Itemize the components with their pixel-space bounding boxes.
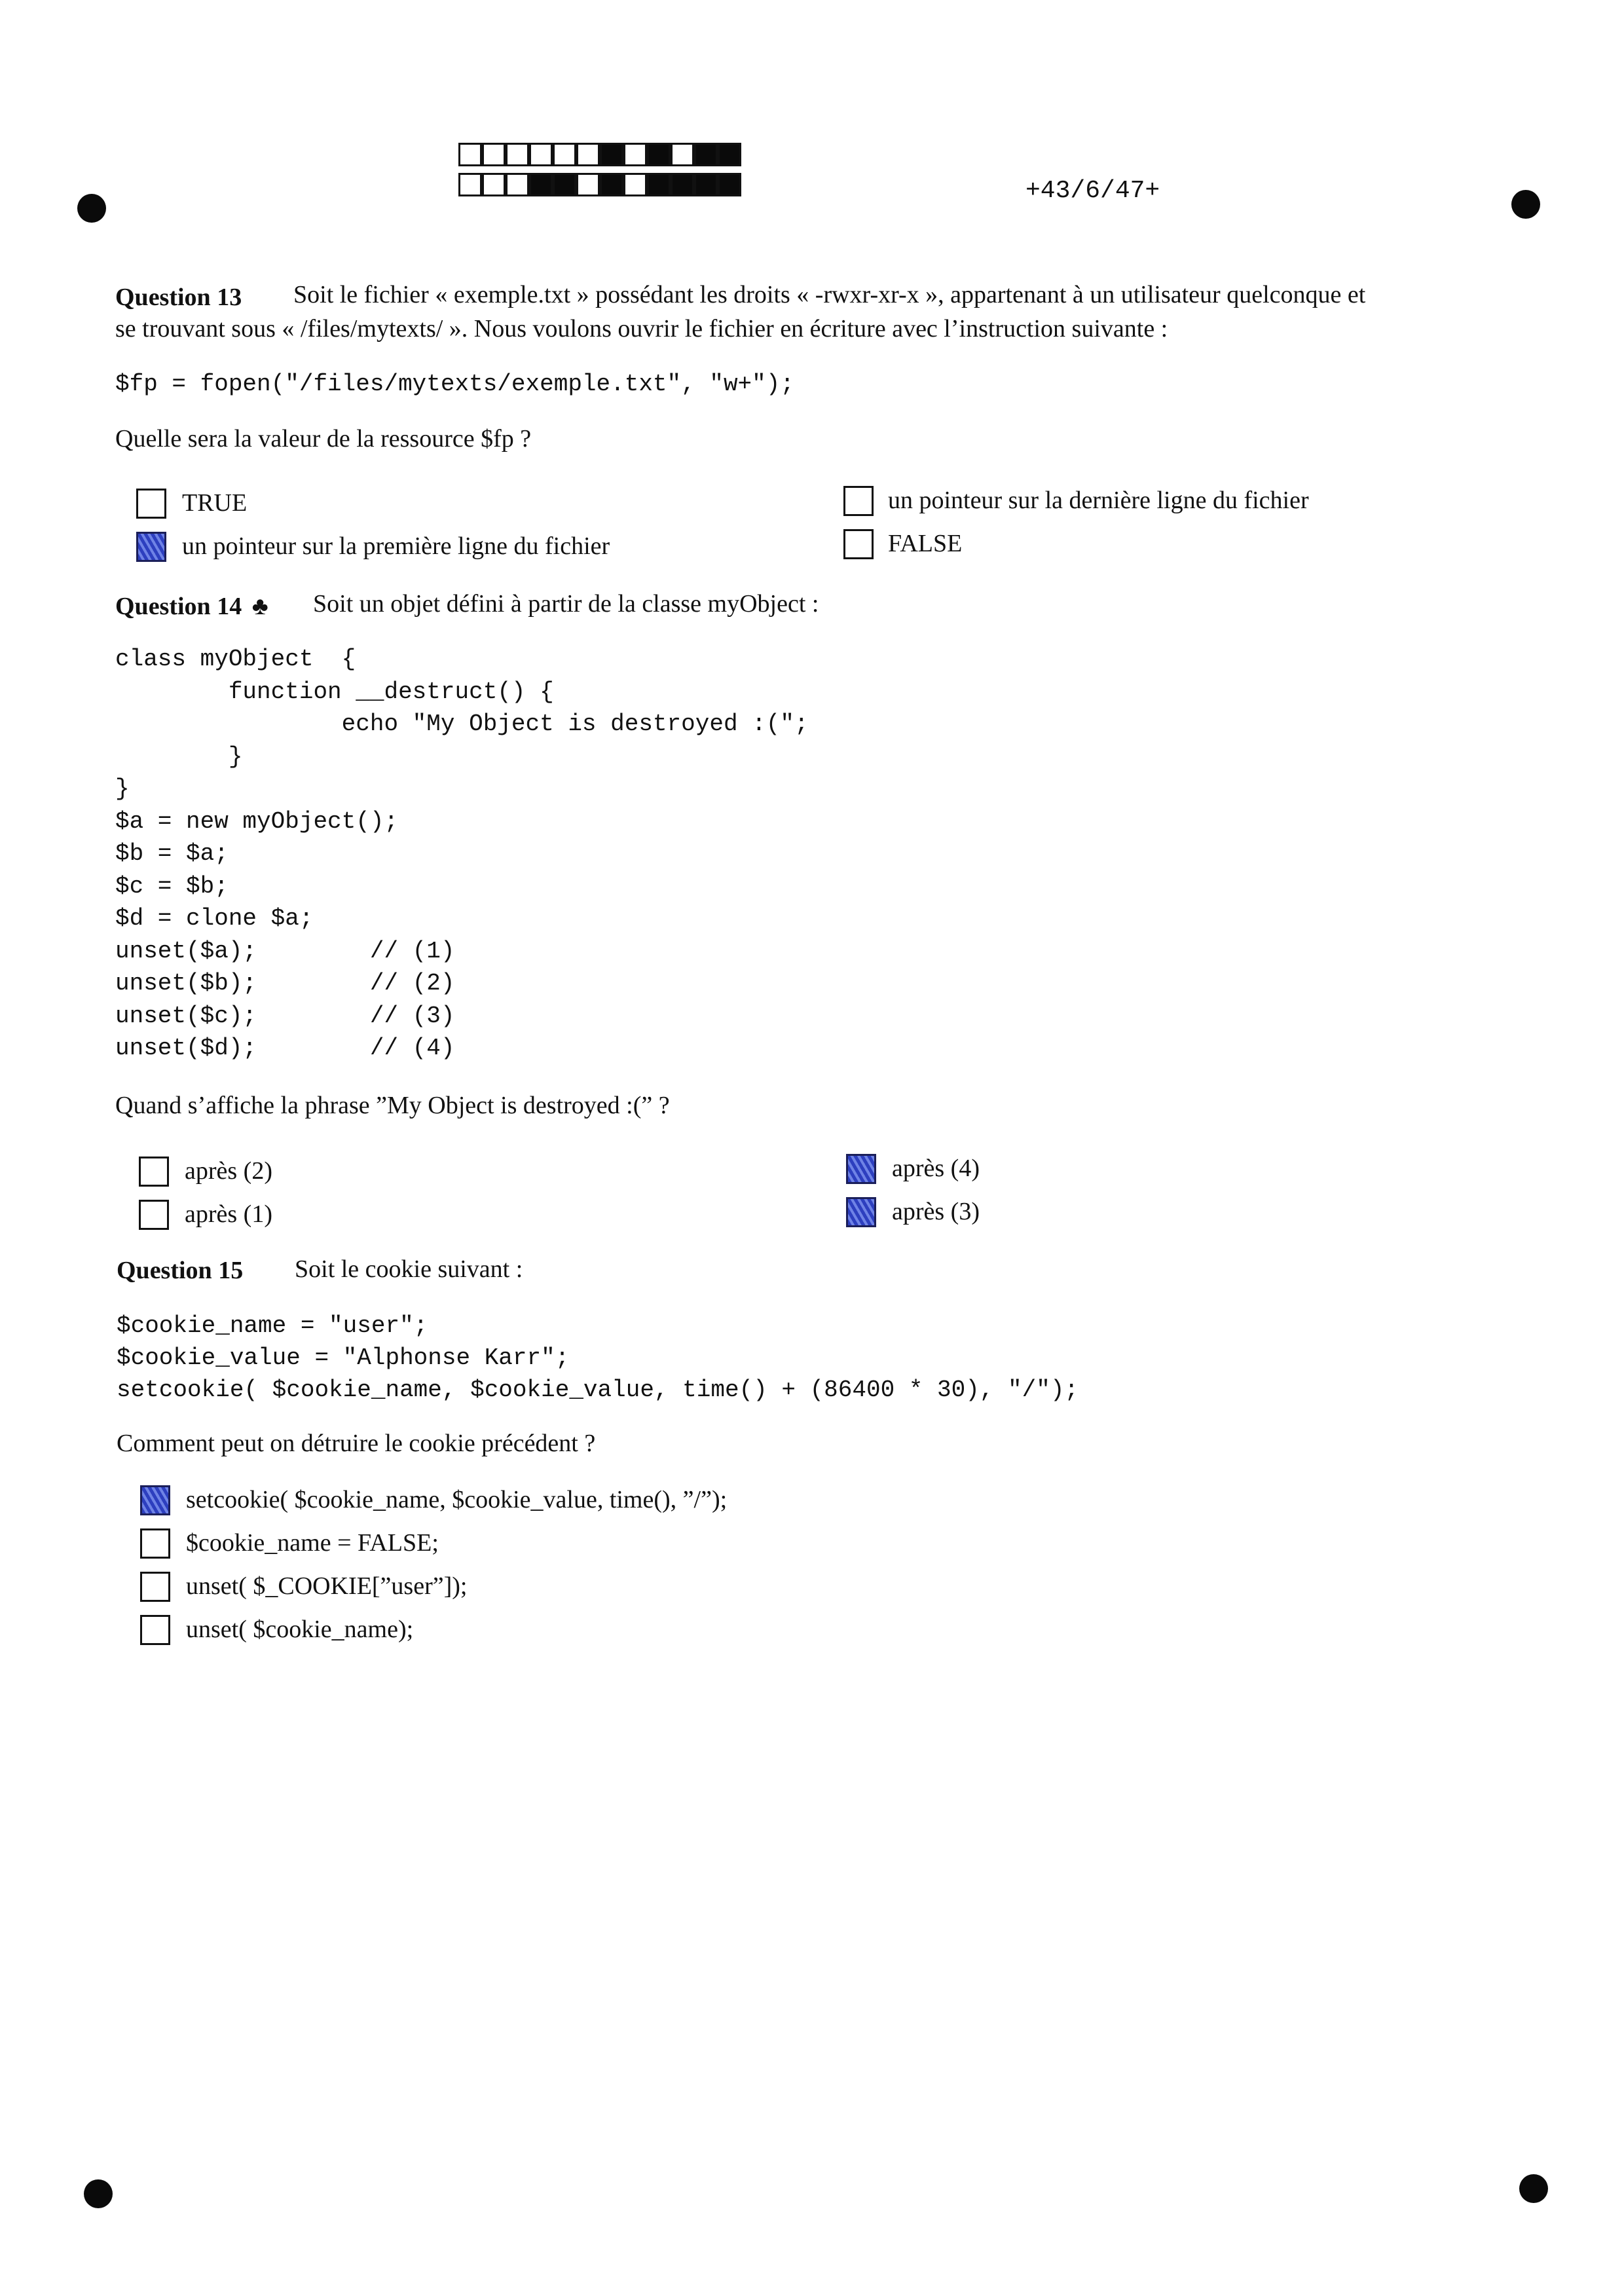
- barcode-cell: [529, 143, 553, 166]
- q13-option-true-label: TRUE: [182, 489, 248, 517]
- q13-code: $fp = fopen("/files/mytexts/exemple.txt", "w+");: [115, 371, 794, 398]
- q14-option-after-3-label: après (3): [892, 1198, 980, 1225]
- q14-code-line: }: [115, 775, 130, 802]
- q14-option-after-1-label: après (1): [185, 1200, 272, 1228]
- q15-option-setcookie-label: setcookie( $cookie_name, $cookie_value, time(), ”/”);: [186, 1486, 728, 1513]
- barcode-cell: [647, 173, 671, 196]
- club-icon: ♣: [251, 593, 268, 620]
- barcode-cell: [623, 173, 647, 196]
- q14-option-after-4-checkbox[interactable]: [846, 1154, 876, 1184]
- q14-code-line: $b = $a;: [115, 840, 229, 867]
- q15-code-line: setcookie( $cookie_name, $cookie_value, time() + (86400 * 30), "/");: [117, 1377, 1079, 1403]
- q14-code-line: $d = clone $a;: [115, 905, 314, 932]
- barcode-cell: [623, 143, 647, 166]
- barcode-cell: [553, 173, 576, 196]
- q13-heading: [115, 283, 242, 312]
- q15-question: Comment peut on détruire le cookie précédent ?: [117, 1430, 596, 1457]
- q15-option-false-label: $cookie_name = FALSE;: [186, 1529, 439, 1557]
- registration-mark-bottom-right: [1519, 2174, 1548, 2203]
- q14-option-after-1-checkbox[interactable]: [139, 1200, 169, 1230]
- barcode-cell: [576, 143, 600, 166]
- q15-option-unset-cookie-label: unset( $_COOKIE[”user”]);: [186, 1572, 468, 1600]
- q14-heading: [115, 592, 268, 621]
- q14-question: Quand s’affiche la phrase ”My Object is destroyed :(” ?: [115, 1092, 670, 1119]
- q13-option-false-checkbox[interactable]: [843, 529, 874, 559]
- q14-code-line: $a = new myObject();: [115, 807, 399, 835]
- barcode-cell: [506, 143, 529, 166]
- barcode-cell: [718, 143, 741, 166]
- q14-code-line: function __destruct() {: [115, 678, 554, 705]
- q14-code-line: unset($d); // (4): [115, 1035, 455, 1062]
- barcode-cell: [647, 143, 671, 166]
- q15-text: Soit le cookie suivant :: [295, 1255, 523, 1283]
- barcode-cell: [529, 173, 553, 196]
- q13-question: Quelle sera la valeur de la ressource $fp ?: [115, 425, 532, 453]
- barcode-cell: [506, 173, 529, 196]
- q15-option-unset-name-label: unset( $cookie_name);: [186, 1616, 414, 1643]
- q15-option-unset-name-checkbox[interactable]: [140, 1615, 170, 1645]
- q14-label: Question 14: [115, 593, 242, 620]
- q14-code-line: unset($c); // (3): [115, 1002, 455, 1029]
- barcode-cell: [458, 143, 482, 166]
- barcode-cell: [718, 173, 741, 196]
- registration-mark-bottom-left: [84, 2179, 113, 2208]
- barcode-cell: [553, 143, 576, 166]
- q14-option-after-4-label: après (4): [892, 1155, 980, 1182]
- registration-mark-top-right: [1511, 190, 1540, 219]
- registration-mark-top-left: [77, 194, 106, 223]
- q14-code-line: $c = $b;: [115, 872, 229, 900]
- q15-label: Question 15: [117, 1257, 244, 1284]
- q13-text-line2: se trouvant sous « /files/mytexts/ ». Nous voulons ouvrir le fichier en écriture avec l’instruction suivante :: [115, 315, 1168, 343]
- q15-heading: [117, 1256, 243, 1285]
- q14-code-line: class myObject {: [115, 646, 356, 673]
- q15-option-unset-cookie-checkbox[interactable]: [140, 1572, 170, 1602]
- page-code: +43/6/47+: [1025, 177, 1160, 205]
- barcode-cell: [600, 143, 623, 166]
- q14-code-line: }: [115, 743, 243, 770]
- q13-option-first-line-label: un pointeur sur la première ligne du fichier: [182, 532, 610, 560]
- q14-option-after-2-label: après (2): [185, 1157, 272, 1185]
- barcode-cell: [694, 173, 718, 196]
- barcode-cell: [576, 173, 600, 196]
- q13-option-last-line-checkbox[interactable]: [843, 486, 874, 516]
- q13-label: Question 13: [115, 284, 242, 311]
- barcode-cell: [482, 173, 506, 196]
- q15-option-false-checkbox[interactable]: [140, 1528, 170, 1559]
- q14-option-after-3-checkbox[interactable]: [846, 1197, 876, 1227]
- q14-text: Soit un objet défini à partir de la classe myObject :: [313, 590, 819, 618]
- barcode-cell: [458, 173, 482, 196]
- q15-code-line: $cookie_value = "Alphonse Karr";: [117, 1344, 570, 1371]
- q14-option-after-2-checkbox[interactable]: [139, 1157, 169, 1187]
- q13-option-false-label: FALSE: [888, 530, 963, 557]
- q15-option-setcookie-checkbox[interactable]: [140, 1485, 170, 1515]
- barcode-cell: [600, 173, 623, 196]
- barcode-cell: [671, 173, 694, 196]
- q14-code-line: unset($b); // (2): [115, 970, 455, 997]
- page-barcode: [458, 143, 773, 208]
- q14-code-line: echo "My Object is destroyed :(";: [115, 711, 809, 737]
- q13-option-true-checkbox[interactable]: [136, 489, 166, 519]
- barcode-cell: [671, 143, 694, 166]
- q13-text-line1: Soit le fichier « exemple.txt » possédant les droits « -rwxr-xr-x », appartenant à un utilisateur quelconque et: [293, 281, 1366, 308]
- barcode-cell: [482, 143, 506, 166]
- q14-code-line: unset($a); // (1): [115, 937, 455, 965]
- q13-option-first-line-checkbox[interactable]: [136, 532, 166, 562]
- q15-code-line: $cookie_name = "user";: [117, 1312, 428, 1339]
- q13-option-last-line-label: un pointeur sur la dernière ligne du fichier: [888, 487, 1309, 514]
- barcode-cell: [694, 143, 718, 166]
